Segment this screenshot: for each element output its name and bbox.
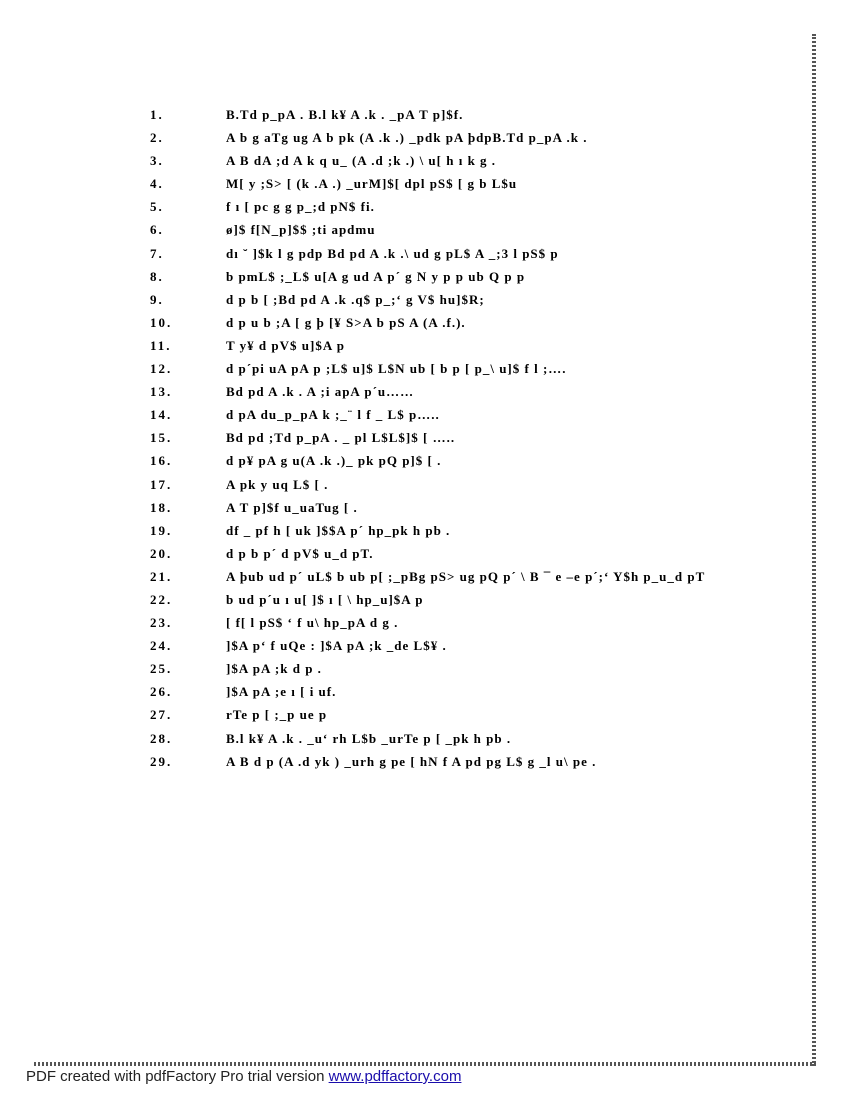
- item-text: f ı [ pc g g p_;d pN$ fi.: [226, 199, 375, 215]
- footer-link[interactable]: www.pdffactory.com: [328, 1068, 462, 1085]
- list-item: [150, 727, 790, 750]
- item-number: 2.: [150, 130, 164, 146]
- item-text: [ f[ l pS$ ‘ f u\ hp_pA d g .: [226, 615, 399, 631]
- list-item: [150, 357, 790, 380]
- item-number: 13.: [150, 384, 173, 400]
- item-number: 26.: [150, 684, 173, 700]
- item-text: Bd pd ;Td p_pA . _ pl L$L$]$ [ …..: [226, 430, 456, 446]
- item-text: A pk y uq L$ [ .: [226, 476, 329, 492]
- item-text: ]$A p‘ f uQe : ]$A pA ;k _de L$¥ .: [226, 638, 447, 654]
- list-item: [150, 149, 790, 172]
- numbered-list: [150, 103, 790, 773]
- list-item: [150, 657, 790, 680]
- item-text: ]$A pA ;k d p .: [226, 661, 322, 677]
- list-item: [150, 473, 790, 496]
- item-number: 5.: [150, 199, 164, 215]
- list-item: [150, 496, 790, 519]
- item-number: 10.: [150, 314, 173, 330]
- item-number: 15.: [150, 430, 173, 446]
- list-item: [150, 288, 790, 311]
- item-number: 4.: [150, 176, 164, 192]
- item-text: b ud p´u ı u[ ]$ ı [ \ hp_u]$A p: [226, 591, 424, 607]
- list-item: [150, 519, 790, 542]
- page-border-bottom: [34, 1062, 816, 1066]
- item-number: 17.: [150, 476, 173, 492]
- list-item: [150, 680, 790, 703]
- list-item: [150, 611, 790, 634]
- item-number: 1.: [150, 107, 164, 122]
- item-text: A b g aTg ug A b pk (A .k .) _pdk pA þdpB.Td p_pA .k .: [226, 130, 588, 146]
- item-text: d p b [ ;Bd pd A .k .q$ p_;‘ g V$ hu]$R;: [226, 291, 485, 307]
- item-text: df _ pf h [ uk ]$$A p´ hp_pk h pb .: [226, 522, 451, 538]
- item-number: 16.: [150, 453, 173, 469]
- item-number: 24.: [150, 638, 173, 654]
- item-text: A B d p (A .d yk ) _urh g pe [ hN f A pd pg L$ g _l u\ pe .: [226, 753, 597, 769]
- list-item: [150, 634, 790, 657]
- item-text: B.l k¥ A .k . _u‘ rh L$b _urTe p [ _pk h pb .: [226, 730, 512, 746]
- item-number: 21.: [150, 568, 173, 584]
- list-item: [150, 218, 790, 241]
- item-text: ]$A pA ;e ı [ i uf.: [226, 684, 337, 700]
- item-number: 22.: [150, 591, 173, 607]
- list-item: [150, 311, 790, 334]
- item-text: d p u b ;A [ g þ [¥ S>A b pS A (A .f.).: [226, 314, 466, 330]
- list-item: [150, 334, 790, 357]
- item-number: 27.: [150, 707, 173, 723]
- page-border-right: [812, 34, 816, 1066]
- list-item: [150, 103, 790, 126]
- item-text: d pA du_p_pA k ;_¨ l f _ L$ p…..: [226, 407, 440, 423]
- item-text: A T p]$f u_uaTug [ .: [226, 499, 358, 515]
- item-text: dı ˘ ]$k l g pdp Bd pd A .k .\ ud g pL$ A _;3 l pS$ p: [226, 245, 559, 261]
- item-text: Bd pd A .k . A ;i apA p´u……: [226, 384, 415, 400]
- list-item: [150, 265, 790, 288]
- item-text: rTe p [ ;_p ue p: [226, 707, 328, 723]
- pdf-footer: [26, 1068, 461, 1085]
- item-text: d p b p´ d pV$ u_d pT.: [226, 545, 374, 561]
- item-number: 28.: [150, 730, 173, 746]
- list-item: [150, 380, 790, 403]
- item-text: B.Td p_pA . B.l k¥ A .k . _pA T p]$f.: [226, 107, 464, 122]
- item-number: 19.: [150, 522, 173, 538]
- list-item: [150, 242, 790, 265]
- item-number: 12.: [150, 361, 173, 377]
- list-item: [150, 449, 790, 472]
- item-text: A þub ud p´ uL$ b ub p[ ;_pBg pS> ug pQ p´ \ B ¯ e –e p´;‘ Y$h p_u_d pT: [226, 568, 706, 584]
- item-text: b pmL$ ;_L$ u[A g ud A p´ g N y p p ub Q p p: [226, 268, 526, 284]
- list-item: [150, 750, 790, 773]
- item-number: 3.: [150, 153, 164, 169]
- item-text: A B dA ;d A k q u_ (A .d ;k .) \ u[ h ı k g .: [226, 153, 497, 169]
- list-item: [150, 703, 790, 726]
- item-number: 23.: [150, 615, 173, 631]
- item-number: 9.: [150, 291, 164, 307]
- item-number: 25.: [150, 661, 173, 677]
- item-number: 6.: [150, 222, 164, 238]
- item-number: 18.: [150, 499, 173, 515]
- item-number: 14.: [150, 407, 173, 423]
- list-item: [150, 588, 790, 611]
- item-number: 11.: [150, 337, 172, 353]
- item-text: M[ y ;S> [ (k .A .) _urM]$[ dpl pS$ [ g b L$u: [226, 176, 518, 192]
- item-number: 20.: [150, 545, 173, 561]
- list-item: [150, 172, 790, 195]
- list-item: [150, 542, 790, 565]
- item-text: d p¥ pA g u(A .k .)_ pk pQ p]$ [ .: [226, 453, 442, 469]
- list-item: [150, 403, 790, 426]
- item-number: 29.: [150, 753, 173, 769]
- list-item: [150, 426, 790, 449]
- item-text: ø]$ f[N_p]$$ ;ti apdmu: [226, 222, 376, 238]
- item-text: d p´pi uA pA p ;L$ u]$ L$N ub [ b p [ p_\ u]$ f l ;….: [226, 361, 567, 377]
- list-item: [150, 126, 790, 149]
- item-number: 7.: [150, 245, 164, 261]
- list-item: [150, 565, 790, 588]
- list-item: [150, 195, 790, 218]
- item-text: T y¥ d pV$ u]$A p: [226, 337, 345, 353]
- item-number: 8.: [150, 268, 164, 284]
- footer-text: PDF created with pdfFactory Pro trial version: [26, 1068, 329, 1085]
